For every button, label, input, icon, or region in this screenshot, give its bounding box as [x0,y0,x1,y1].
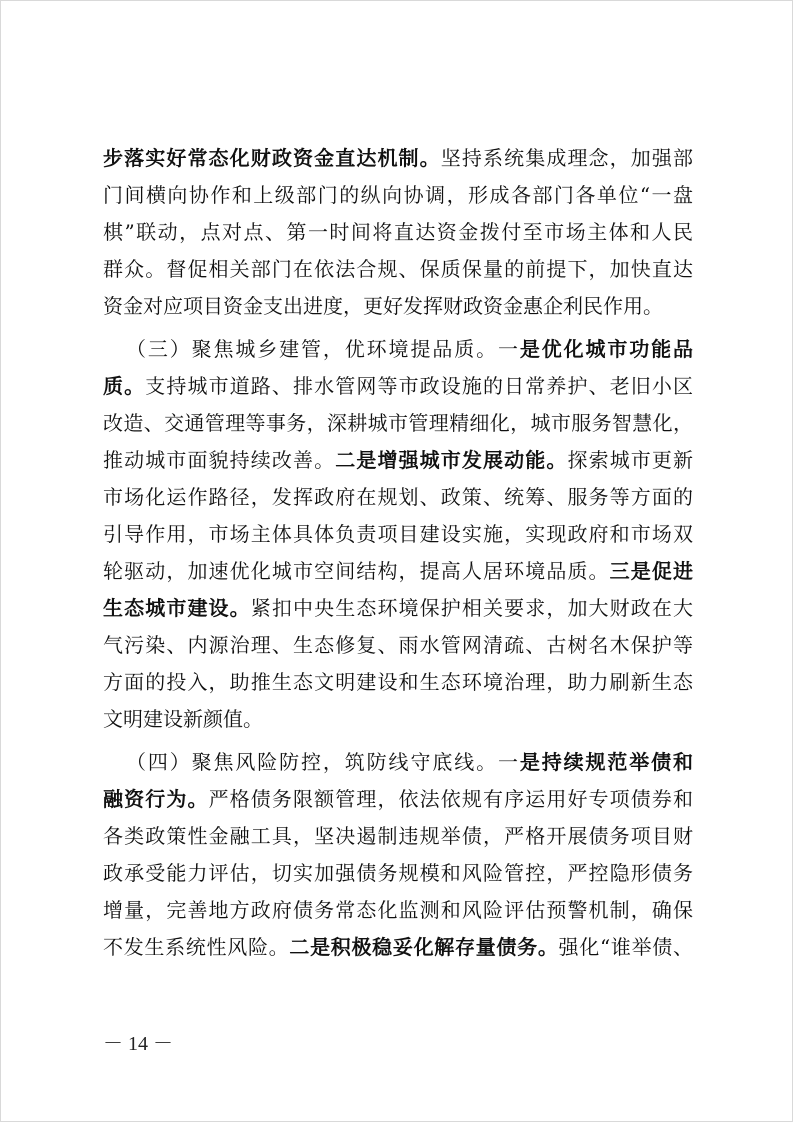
bold-run: 生态城市建设。 [103,596,251,620]
text-run: 坚持系统集成理念，加强部 [440,146,694,170]
text-run: 文明建设新颜值。 [103,707,263,731]
page-number: － 14 － [103,1033,173,1055]
text-line [103,590,693,627]
text-line [103,251,693,288]
text-run: 改造、交通管理等事务，深耕城市管理精细化，城市服务智慧化， [103,411,693,435]
text-run: 气污染、内源治理、生态修复、雨水管网清疏、古树名木保护等 [103,633,693,657]
text-run: 各类政策性金融工具，坚决遏制违规举债，严格开展债务项目财 [103,824,693,848]
text-run: 资金对应项目资金支出进度，更好发挥财政资金惠企利民作用。 [103,294,663,318]
text-line [103,553,693,590]
text-run: 严格债务限额管理，依法依规有序运用好专项债券和 [208,787,694,811]
text-run: 市场化运作路径，发挥政府在规划、政策、统筹、服务等方面的 [103,485,693,509]
text-line [103,929,693,966]
text-line [103,368,693,405]
bold-run: 步落实好常态化财政资金直达机制。 [103,146,441,170]
text-run: 群众。督促相关部门在依法合规、保质保量的前提下，加快直达 [103,257,693,281]
text-line [103,140,693,177]
text-line [103,405,693,442]
text-run: 方面的投入，助推生态文明建设和生态环境治理，助力刷新生态 [103,670,693,694]
text-run: 轮驱动，加速优化城市空间结构，提高人居环境品质。 [103,559,610,583]
text-run: 增量，完善地方政府债务常态化监测和风险评估预警机制，确保 [103,898,693,922]
text-line [103,701,693,738]
text-run: 棋”联动，点对点、第一时间将直达资金拨付至市场主体和人民 [103,220,693,244]
text-line [103,627,693,664]
text-run: 推动城市面貌持续改善。 [103,448,336,472]
bold-run: 三是促进 [609,559,694,583]
section-four-heading-line [103,744,693,781]
text-line [103,479,693,516]
text-run: 引导作用，市场主体具体负责项目建设实施，实现政府和市场双 [103,522,693,546]
text-line [103,516,693,553]
text-line [103,214,693,251]
text-run: 政承受能力评估，切实加强债务规模和风险管控，严控隐形债务 [103,861,693,885]
text-run: 探索城市更新 [567,448,694,472]
bold-run: 是持续规范举债和 [519,750,694,774]
text-run: （三）聚焦城乡建管，优环境提品质。一 [126,337,520,361]
text-run: 不发生系统性风险。 [103,935,290,959]
section-three-heading-line [103,331,693,368]
text-line [103,442,693,479]
bold-run: 二是积极稳妥化解存量债务。 [289,935,559,959]
bold-run: 是优化城市功能品 [519,337,694,361]
text-run: （四）聚焦风险防控，筑防线守底线。一 [126,750,520,774]
text-run: 门间横向协作和上级部门的纵向协调，形成各部门各单位“一盘 [103,183,693,207]
bold-run: 质。 [103,374,146,398]
text-line [103,781,693,818]
text-run: 强化“谁举债、 [558,935,694,959]
document-body [103,140,693,966]
bold-run: 二是增强城市发展动能。 [335,448,568,472]
text-line [103,177,693,214]
text-line [103,288,693,325]
text-line [103,664,693,701]
text-line [103,818,693,855]
text-line [103,855,693,892]
bold-run: 融资行为。 [103,787,209,811]
text-run: 紧扣中央生态环境保护相关要求，加大财政在大 [250,596,694,620]
text-line [103,892,693,929]
text-run: 支持城市道路、排水管网等市政设施的日常养护、老旧小区 [145,374,694,398]
